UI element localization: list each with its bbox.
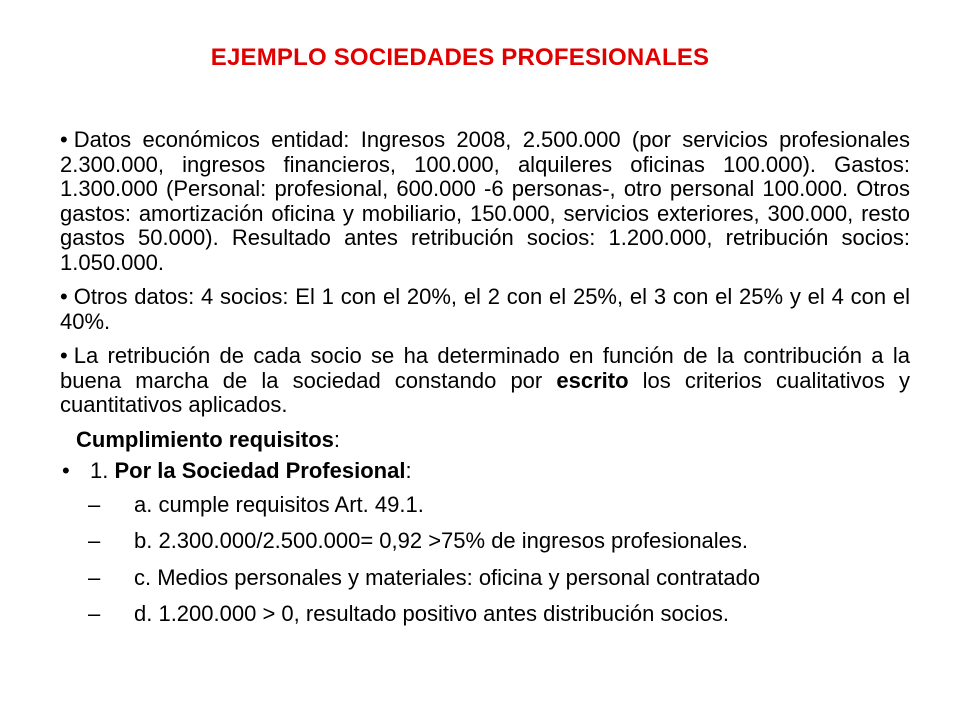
requirement-item xyxy=(60,459,910,484)
sub-item-text: c. Medios personales y materiales: oficina y personal contratado xyxy=(134,564,761,590)
requirement-item-bold: Por la Sociedad Profesional xyxy=(114,458,406,483)
dash-icon: – xyxy=(88,528,101,553)
paragraph-text-bold: escrito xyxy=(556,367,629,393)
sub-item-text: b. 2.300.000/2.500.000= 0,92 >75% de ingresos profesionales. xyxy=(134,528,749,553)
paragraph-text-after: los criterios cualitativos y cuantitativos aplicados. xyxy=(60,367,910,417)
slide-title: EJEMPLO SOCIEDADES PROFESIONALES xyxy=(210,44,710,71)
requirements-heading xyxy=(76,428,910,453)
sub-item-b xyxy=(88,529,910,554)
bullet-icon: • xyxy=(60,127,68,152)
paragraph-text: Datos económicos entidad: Ingresos 2008, 2.500.000 (por servicios profesionales 2.300.000, ingresos financieros, 100.000, alquileres oficinas 100.000). Gastos: 1.300.000 (Personal: profesional, 600.000 -6 personas-, otro personal 100.000. Otros gastos: amortización oficina y mobiliario, 150.000, servicios exteriores, 300.000, resto gastos 50.000). Resultado antes retribución socios: 1.200.000, retribución socios: 1.050.000. xyxy=(60,127,910,275)
bullet-icon: • xyxy=(60,284,68,309)
bullet-icon: • xyxy=(62,458,70,483)
requirement-item-text xyxy=(90,459,412,484)
sub-item-text: d. 1.200.000 > 0, resultado positivo antes distribución socios. xyxy=(134,601,729,626)
paragraph-text-before: La retribución de cada socio se ha determinado en función de la contribución a la buena marcha de la sociedad constando por xyxy=(60,343,910,393)
paragraph-economic-data xyxy=(60,128,910,275)
requirement-item-prefix: 1. xyxy=(90,458,115,483)
sub-item-text: a. cumple requisitos Art. 49.1. xyxy=(134,491,424,517)
dash-icon: – xyxy=(88,601,101,626)
slide-content xyxy=(60,128,910,639)
sub-item-d xyxy=(88,602,910,627)
bullet-icon: • xyxy=(60,343,68,368)
requirement-item-suffix: : xyxy=(405,458,412,483)
sub-item-c xyxy=(88,566,910,591)
paragraph-retribution xyxy=(60,344,910,418)
sub-item-a xyxy=(88,493,910,518)
requirements-heading-colon: : xyxy=(333,426,341,452)
dash-icon: – xyxy=(88,564,101,590)
paragraph-other-data xyxy=(60,285,910,334)
requirements-heading-label: Cumplimiento requisitos xyxy=(76,426,334,452)
paragraph-text: Otros datos: 4 socios: El 1 con el 20%, el 2 con el 25%, el 3 con el 25% y el 4 con el 40%. xyxy=(60,284,910,334)
dash-icon: – xyxy=(88,491,101,517)
